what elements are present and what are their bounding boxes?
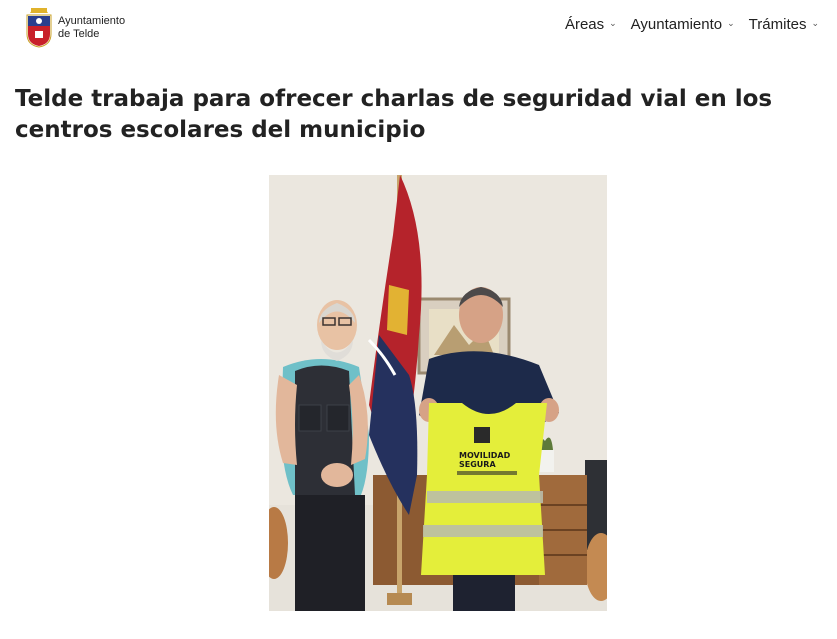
main-nav [551, 16, 819, 33]
nav-item-areas[interactable] [565, 16, 617, 33]
nav-label: Trámites [748, 16, 807, 33]
nav-label: Ayuntamiento [630, 16, 723, 33]
vest-text-2: SEGURA [459, 460, 496, 469]
chevron-down-icon: ⌄ [609, 18, 617, 28]
chevron-down-icon: ⌄ [811, 18, 819, 28]
logo-line-1: Ayuntamiento [58, 15, 126, 27]
site-header [0, 0, 837, 62]
photo-illustration [269, 175, 607, 611]
article-photo [269, 175, 607, 611]
site-logo[interactable] [26, 8, 125, 48]
nav-item-tramites[interactable] [749, 16, 819, 33]
logo-line-2: de Telde [58, 28, 100, 40]
nav-label: Áreas [564, 16, 605, 33]
page-title: Telde trabaja para ofrecer charlas de seguridad vial en los centros escolares del municipio [15, 86, 773, 143]
nav-item-ayuntamiento[interactable] [631, 16, 735, 33]
coat-of-arms-icon [26, 8, 52, 48]
vest-text-1: MOVILIDAD [459, 451, 511, 460]
chevron-down-icon: ⌄ [727, 18, 735, 28]
